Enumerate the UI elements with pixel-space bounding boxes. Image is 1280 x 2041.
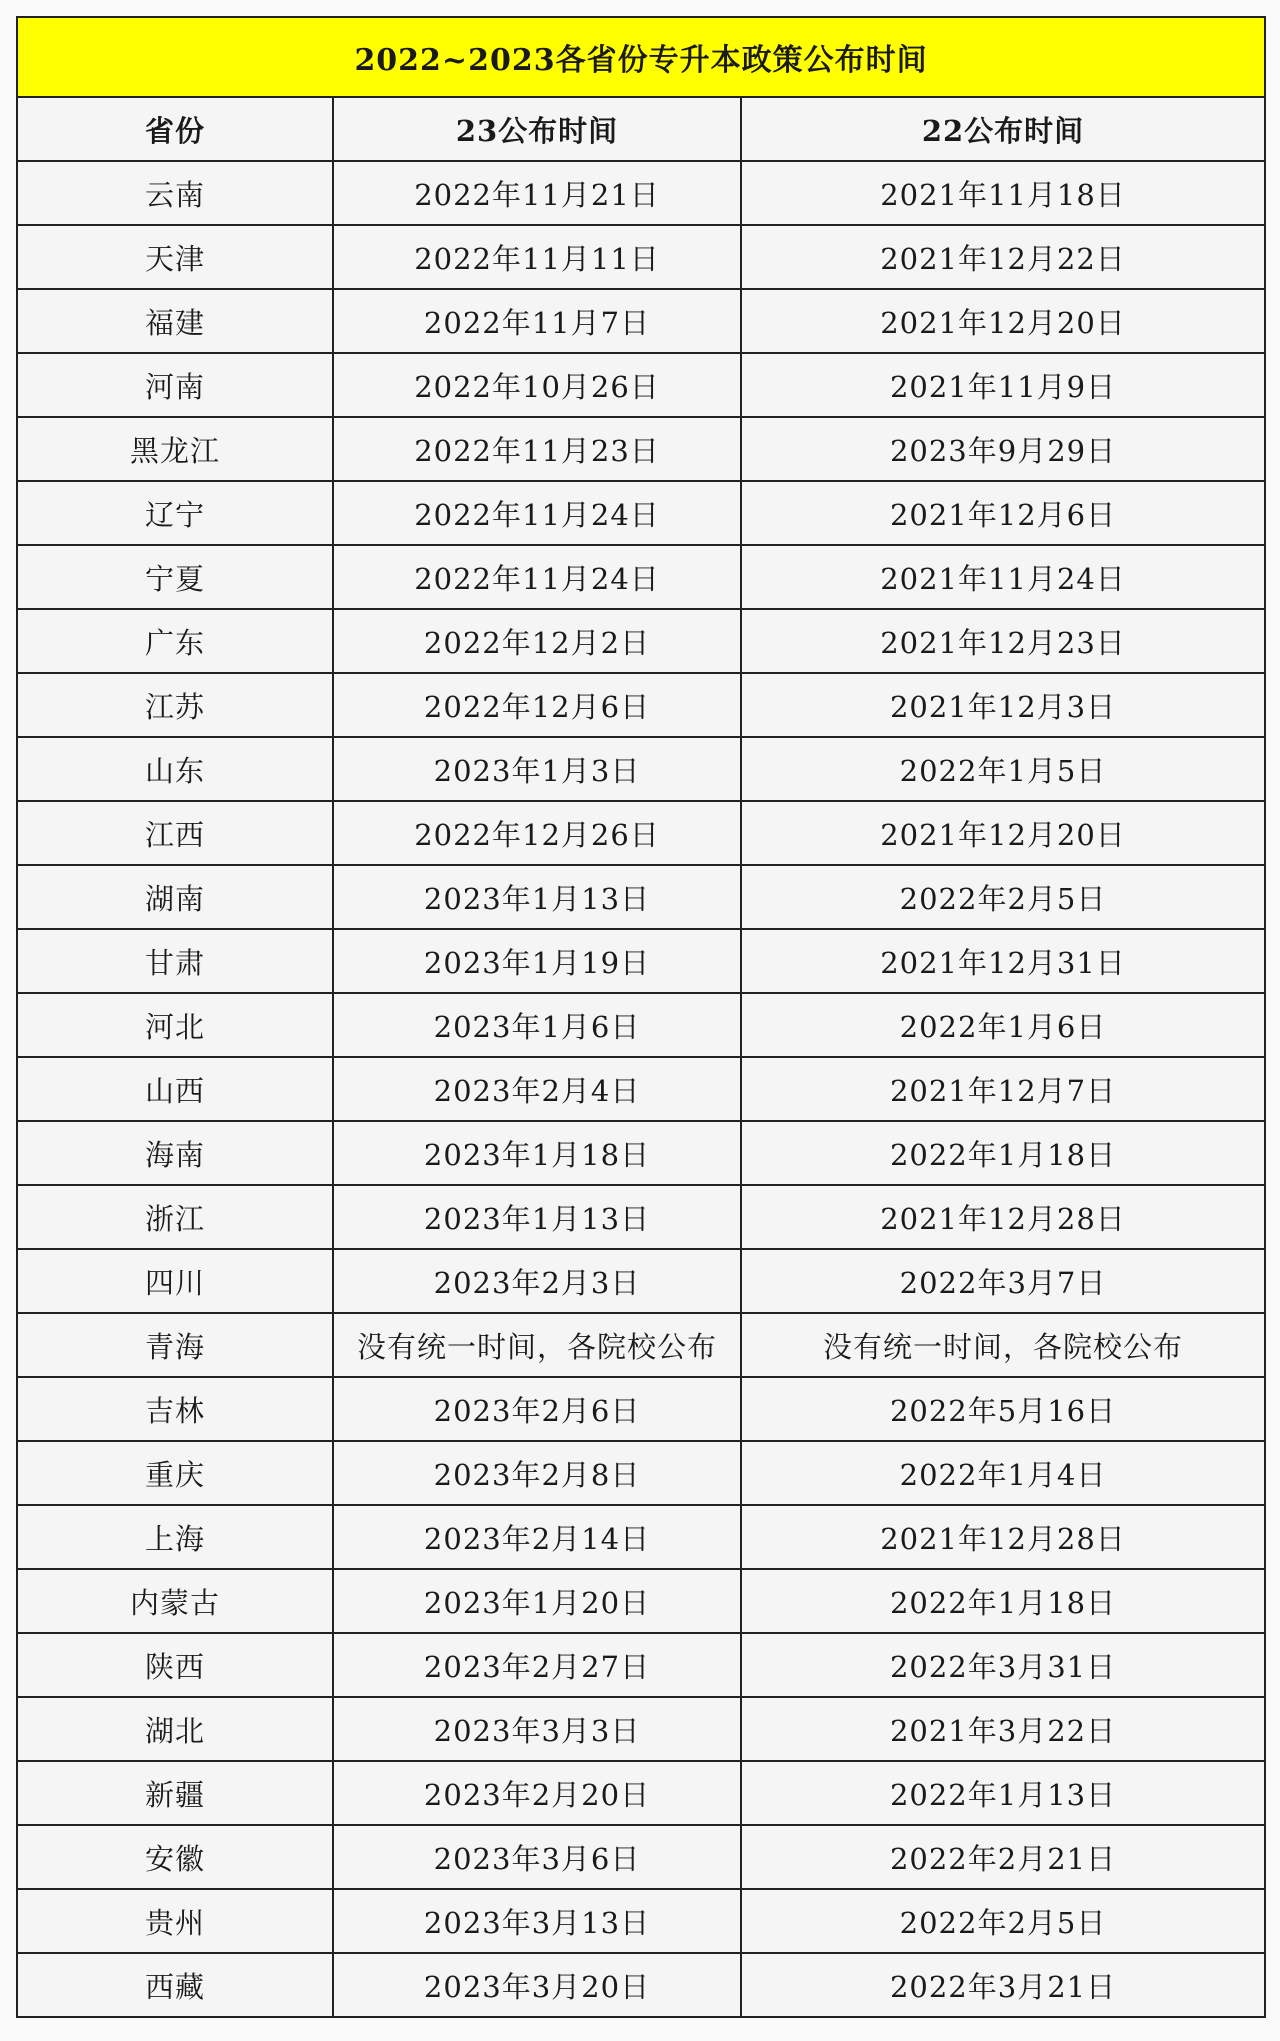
date-2022-cell: 2021年12月20日 bbox=[741, 289, 1265, 353]
date-2023-cell: 2023年1月18日 bbox=[333, 1121, 741, 1185]
table-row bbox=[17, 353, 1265, 417]
table-row bbox=[17, 1249, 1265, 1313]
date-2023-cell: 2023年3月3日 bbox=[333, 1697, 741, 1761]
table-row bbox=[17, 673, 1265, 737]
province-cell: 湖南 bbox=[17, 865, 333, 929]
province-cell: 山西 bbox=[17, 1057, 333, 1121]
table-row bbox=[17, 1121, 1265, 1185]
table-row bbox=[17, 1377, 1265, 1441]
header-2022-date: 22公布时间 bbox=[741, 97, 1265, 161]
province-cell: 广东 bbox=[17, 609, 333, 673]
province-cell: 陕西 bbox=[17, 1633, 333, 1697]
date-2022-cell: 2021年12月22日 bbox=[741, 225, 1265, 289]
date-2023-cell: 2022年12月2日 bbox=[333, 609, 741, 673]
date-2023-cell: 2023年3月20日 bbox=[333, 1953, 741, 2017]
date-2023-cell: 2022年11月21日 bbox=[333, 161, 741, 225]
date-2022-cell: 2021年12月23日 bbox=[741, 609, 1265, 673]
table-row bbox=[17, 1825, 1265, 1889]
date-2022-cell: 2023年9月29日 bbox=[741, 417, 1265, 481]
policy-table bbox=[16, 16, 1266, 2018]
title-row bbox=[17, 17, 1265, 97]
date-2022-cell: 2022年3月7日 bbox=[741, 1249, 1265, 1313]
date-2022-cell: 2021年12月6日 bbox=[741, 481, 1265, 545]
table-row bbox=[17, 801, 1265, 865]
date-2023-cell: 2022年11月11日 bbox=[333, 225, 741, 289]
date-2022-cell: 2022年1月13日 bbox=[741, 1761, 1265, 1825]
table-row bbox=[17, 289, 1265, 353]
header-2023-date: 23公布时间 bbox=[333, 97, 741, 161]
date-2023-cell: 2023年2月14日 bbox=[333, 1505, 741, 1569]
date-2023-cell: 2022年11月24日 bbox=[333, 481, 741, 545]
date-2022-cell: 2021年11月9日 bbox=[741, 353, 1265, 417]
province-cell: 河北 bbox=[17, 993, 333, 1057]
date-2023-cell: 2023年1月3日 bbox=[333, 737, 741, 801]
province-cell: 宁夏 bbox=[17, 545, 333, 609]
province-cell: 湖北 bbox=[17, 1697, 333, 1761]
province-cell: 河南 bbox=[17, 353, 333, 417]
province-cell: 山东 bbox=[17, 737, 333, 801]
header-province: 省份 bbox=[17, 97, 333, 161]
table-row bbox=[17, 1569, 1265, 1633]
date-2023-cell: 2023年3月6日 bbox=[333, 1825, 741, 1889]
date-2023-cell: 2023年2月27日 bbox=[333, 1633, 741, 1697]
province-cell: 江西 bbox=[17, 801, 333, 865]
date-2023-cell: 2023年2月4日 bbox=[333, 1057, 741, 1121]
province-cell: 安徽 bbox=[17, 1825, 333, 1889]
province-cell: 浙江 bbox=[17, 1185, 333, 1249]
date-2023-cell: 没有统一时间，各院校公布 bbox=[333, 1313, 741, 1377]
province-cell: 上海 bbox=[17, 1505, 333, 1569]
date-2022-cell: 2022年2月5日 bbox=[741, 865, 1265, 929]
province-cell: 吉林 bbox=[17, 1377, 333, 1441]
date-2022-cell: 2021年12月7日 bbox=[741, 1057, 1265, 1121]
province-cell: 福建 bbox=[17, 289, 333, 353]
table-row bbox=[17, 161, 1265, 225]
date-2023-cell: 2022年12月26日 bbox=[333, 801, 741, 865]
table-row bbox=[17, 1185, 1265, 1249]
table-row bbox=[17, 1953, 1265, 2017]
table-row bbox=[17, 1761, 1265, 1825]
date-2023-cell: 2023年1月6日 bbox=[333, 993, 741, 1057]
date-2023-cell: 2022年12月6日 bbox=[333, 673, 741, 737]
date-2023-cell: 2023年2月8日 bbox=[333, 1441, 741, 1505]
date-2022-cell: 2021年12月31日 bbox=[741, 929, 1265, 993]
date-2023-cell: 2023年2月6日 bbox=[333, 1377, 741, 1441]
date-2022-cell: 2022年5月16日 bbox=[741, 1377, 1265, 1441]
province-cell: 新疆 bbox=[17, 1761, 333, 1825]
date-2022-cell: 2022年3月31日 bbox=[741, 1633, 1265, 1697]
province-cell: 云南 bbox=[17, 161, 333, 225]
date-2023-cell: 2022年11月24日 bbox=[333, 545, 741, 609]
date-2022-cell: 2022年1月18日 bbox=[741, 1569, 1265, 1633]
date-2022-cell: 2022年2月5日 bbox=[741, 1889, 1265, 1953]
date-2022-cell: 2022年1月6日 bbox=[741, 993, 1265, 1057]
table-row bbox=[17, 865, 1265, 929]
date-2022-cell: 2021年12月20日 bbox=[741, 801, 1265, 865]
province-cell: 四川 bbox=[17, 1249, 333, 1313]
table-row bbox=[17, 1697, 1265, 1761]
province-cell: 贵州 bbox=[17, 1889, 333, 1953]
date-2023-cell: 2023年2月20日 bbox=[333, 1761, 741, 1825]
province-cell: 重庆 bbox=[17, 1441, 333, 1505]
table-row bbox=[17, 1505, 1265, 1569]
date-2022-cell: 2021年11月18日 bbox=[741, 161, 1265, 225]
province-cell: 西藏 bbox=[17, 1953, 333, 2017]
table-row bbox=[17, 1441, 1265, 1505]
province-cell: 江苏 bbox=[17, 673, 333, 737]
table-row bbox=[17, 1313, 1265, 1377]
table-row bbox=[17, 609, 1265, 673]
province-cell: 青海 bbox=[17, 1313, 333, 1377]
date-2022-cell: 没有统一时间，各院校公布 bbox=[741, 1313, 1265, 1377]
date-2022-cell: 2022年2月21日 bbox=[741, 1825, 1265, 1889]
province-cell: 天津 bbox=[17, 225, 333, 289]
table-title: 2022~2023各省份专升本政策公布时间 bbox=[17, 17, 1265, 97]
date-2023-cell: 2023年1月19日 bbox=[333, 929, 741, 993]
table-row bbox=[17, 1889, 1265, 1953]
date-2022-cell: 2021年12月28日 bbox=[741, 1185, 1265, 1249]
province-cell: 黑龙江 bbox=[17, 417, 333, 481]
table-row bbox=[17, 481, 1265, 545]
date-2023-cell: 2022年11月23日 bbox=[333, 417, 741, 481]
date-2022-cell: 2021年11月24日 bbox=[741, 545, 1265, 609]
date-2022-cell: 2022年1月4日 bbox=[741, 1441, 1265, 1505]
table-row bbox=[17, 225, 1265, 289]
table-row bbox=[17, 737, 1265, 801]
date-2023-cell: 2023年1月13日 bbox=[333, 865, 741, 929]
province-cell: 甘肃 bbox=[17, 929, 333, 993]
date-2023-cell: 2023年1月13日 bbox=[333, 1185, 741, 1249]
date-2022-cell: 2021年12月28日 bbox=[741, 1505, 1265, 1569]
table-row bbox=[17, 1633, 1265, 1697]
table-row bbox=[17, 1057, 1265, 1121]
header-row bbox=[17, 97, 1265, 161]
province-cell: 辽宁 bbox=[17, 481, 333, 545]
date-2022-cell: 2021年3月22日 bbox=[741, 1697, 1265, 1761]
date-2022-cell: 2021年12月3日 bbox=[741, 673, 1265, 737]
date-2023-cell: 2023年3月13日 bbox=[333, 1889, 741, 1953]
table-row bbox=[17, 993, 1265, 1057]
date-2022-cell: 2022年1月5日 bbox=[741, 737, 1265, 801]
date-2023-cell: 2022年10月26日 bbox=[333, 353, 741, 417]
province-cell: 海南 bbox=[17, 1121, 333, 1185]
date-2023-cell: 2023年1月20日 bbox=[333, 1569, 741, 1633]
table-row bbox=[17, 417, 1265, 481]
date-2022-cell: 2022年3月21日 bbox=[741, 1953, 1265, 2017]
date-2023-cell: 2023年2月3日 bbox=[333, 1249, 741, 1313]
province-cell: 内蒙古 bbox=[17, 1569, 333, 1633]
date-2023-cell: 2022年11月7日 bbox=[333, 289, 741, 353]
date-2022-cell: 2022年1月18日 bbox=[741, 1121, 1265, 1185]
table-row bbox=[17, 929, 1265, 993]
table-row bbox=[17, 545, 1265, 609]
